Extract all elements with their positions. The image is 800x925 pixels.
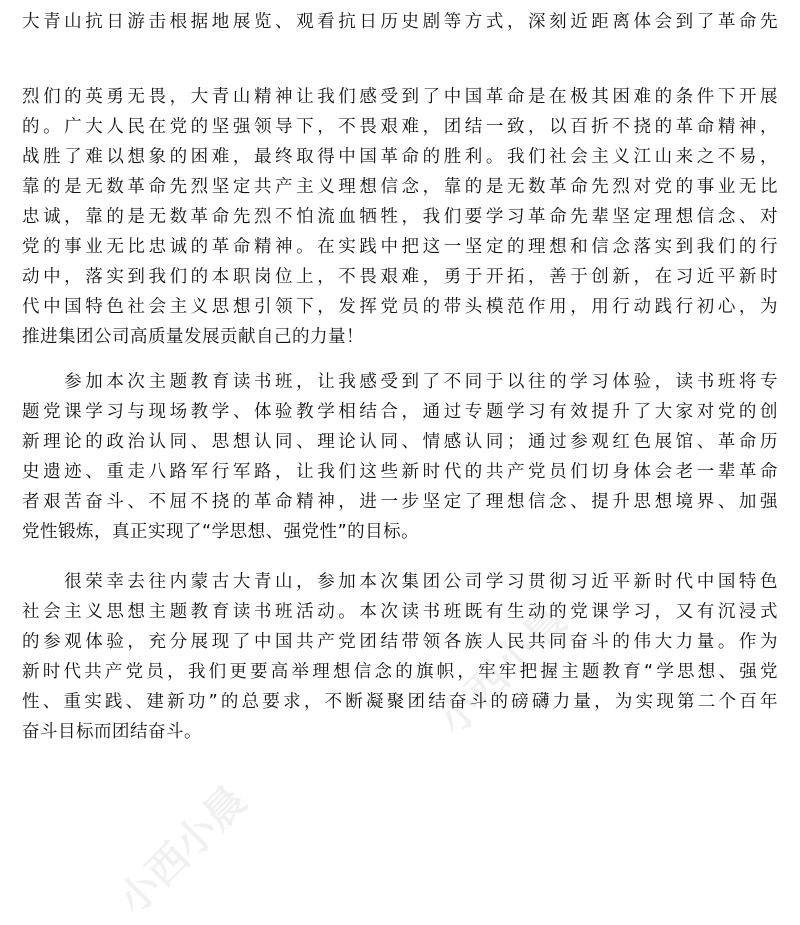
text-line: 战胜了难以想象的困难，最终取得中国革命的胜利。我们社会主义江山来之不易， [22,147,778,167]
text-line: 大青山抗日游击根据地展览、观看抗日历史剧等方式，深刻近距离体会到了革命先 [22,12,778,32]
text-line: 性、重实践、建新功”的总要求，不断凝聚团结奋斗的磅礴力量，为实现第二个百年 [22,692,778,712]
text-line: 史遗迹、重走八路军行军路，让我们这些新时代的共产党员们切身体会老一辈革命 [22,462,778,482]
text-line: 的参观体验，充分展现了中国共产党团结带领各族人民共同奋斗的伟大力量。作为 [22,632,778,652]
text-line: 推进集团公司高质量发展贡献自己的力量！ [22,327,364,347]
text-line: 忠诚，靠的是无数革命先烈不怕流血牺牲，我们要学习革命先辈坚定理想信念、对 [22,207,778,227]
text-line: 党的事业无比忠诚的革命精神。在实践中把这一坚定的理想和信念落实到我们的行 [22,237,778,257]
text-line: 新理论的政治认同、思想认同、理论认同、情感认同；通过参观红色展馆、革命历 [22,432,778,452]
text-line: 烈们的英勇无畏，大青山精神让我们感受到了中国革命是在极其困难的条件下开展 [22,87,778,107]
text-line: 的。广大人民在党的坚强领导下，不畏艰难，团结一致，以百折不挠的革命精神， [22,117,778,137]
text-line: 动中，落实到我们的本职岗位上，不畏艰难，勇于开拓，善于创新，在习近平新时 [22,267,778,287]
text-line: 党性锻炼，真正实现了“学思想、强党性”的目标。 [22,522,420,542]
text-line: 代中国特色社会主义思想引领下，发挥党员的带头模范作用，用行动践行初心，为 [22,297,778,317]
text-line: 题党课学习与现场教学、体验教学相结合，通过专题学习有效提升了大家对党的创 [22,402,778,422]
text-line: 很荣幸去往内蒙古大青山，参加本次集团公司学习贯彻习近平新时代中国特色 [22,572,778,592]
text-line: 社会主义思想主题教育读书班活动。本次读书班既有生动的党课学习，又有沉浸式 [22,602,778,622]
watermark: 小西小晨 [429,598,576,744]
text-line: 者艰苦奋斗、不屈不挠的革命精神，进一步坚定了理想信念、提升思想境界、加强 [22,492,778,512]
text-line: 新时代共产党员，我们更要高举理想信念的旗帜，牢牢把握主题教育“学思想、强党 [22,662,778,682]
text-line: 靠的是无数革命先烈坚定共产主义理想信念，靠的是无数革命先烈对党的事业无比 [22,177,778,197]
text-line: 参加本次主题教育读书班，让我感受到了不同于以往的学习体验，读书班将专 [22,372,778,392]
watermark: 小西小晨 [109,778,256,924]
text-line: 奋斗目标而团结奋斗。 [22,722,202,742]
